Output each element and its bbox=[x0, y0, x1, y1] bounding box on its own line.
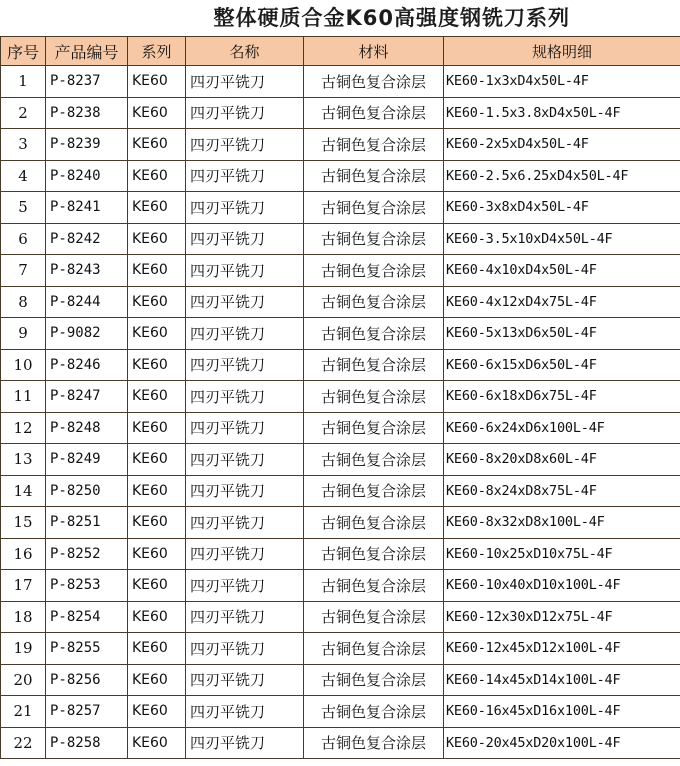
cell-spec: KE60-3.5x10xD4x50L-4F bbox=[444, 223, 680, 255]
cell-index: 3 bbox=[1, 129, 46, 161]
cell-spec: KE60-12x45xD12x100L-4F bbox=[444, 633, 680, 665]
cell-spec: KE60-6x24xD6x100L-4F bbox=[444, 412, 680, 444]
cell-series: KE60 bbox=[128, 696, 186, 728]
cell-product-code: P-9082 bbox=[46, 318, 128, 350]
cell-index: 2 bbox=[1, 97, 46, 129]
cell-material: 古铜色复合涂层 bbox=[304, 160, 444, 192]
cell-spec: KE60-4x10xD4x50L-4F bbox=[444, 255, 680, 287]
cell-series: KE60 bbox=[128, 475, 186, 507]
table-row bbox=[1, 507, 680, 539]
cell-product-code: P-8243 bbox=[46, 255, 128, 287]
col-header-name: 名称 bbox=[186, 37, 304, 66]
cell-name: 四刃平铣刀 bbox=[186, 507, 304, 539]
cell-index: 19 bbox=[1, 633, 46, 665]
cell-product-code: P-8240 bbox=[46, 160, 128, 192]
table-row bbox=[1, 66, 680, 98]
table-row bbox=[1, 570, 680, 602]
cell-product-code: P-8254 bbox=[46, 601, 128, 633]
cell-spec: KE60-6x18xD6x75L-4F bbox=[444, 381, 680, 413]
cell-name: 四刃平铣刀 bbox=[186, 66, 304, 98]
cell-material: 古铜色复合涂层 bbox=[304, 66, 444, 98]
cell-material: 古铜色复合涂层 bbox=[304, 696, 444, 728]
cell-series: KE60 bbox=[128, 538, 186, 570]
cell-series: KE60 bbox=[128, 601, 186, 633]
cell-spec: KE60-1.5x3.8xD4x50L-4F bbox=[444, 97, 680, 129]
cell-material: 古铜色复合涂层 bbox=[304, 664, 444, 696]
cell-index: 6 bbox=[1, 223, 46, 255]
cell-name: 四刃平铣刀 bbox=[186, 192, 304, 224]
cell-spec: KE60-8x32xD8x100L-4F bbox=[444, 507, 680, 539]
cell-material: 古铜色复合涂层 bbox=[304, 318, 444, 350]
cell-series: KE60 bbox=[128, 66, 186, 98]
cell-product-code: P-8244 bbox=[46, 286, 128, 318]
table-body bbox=[1, 66, 680, 759]
cell-spec: KE60-12x30xD12x75L-4F bbox=[444, 601, 680, 633]
product-table bbox=[0, 36, 680, 759]
cell-material: 古铜色复合涂层 bbox=[304, 444, 444, 476]
cell-name: 四刃平铣刀 bbox=[186, 318, 304, 350]
table-row bbox=[1, 223, 680, 255]
cell-product-code: P-8241 bbox=[46, 192, 128, 224]
cell-spec: KE60-8x24xD8x75L-4F bbox=[444, 475, 680, 507]
cell-series: KE60 bbox=[128, 633, 186, 665]
cell-series: KE60 bbox=[128, 381, 186, 413]
cell-material: 古铜色复合涂层 bbox=[304, 286, 444, 318]
table-row bbox=[1, 475, 680, 507]
cell-index: 12 bbox=[1, 412, 46, 444]
cell-material: 古铜色复合涂层 bbox=[304, 381, 444, 413]
table-row bbox=[1, 727, 680, 759]
cell-series: KE60 bbox=[128, 727, 186, 759]
cell-product-code: P-8258 bbox=[46, 727, 128, 759]
table-row bbox=[1, 538, 680, 570]
cell-name: 四刃平铣刀 bbox=[186, 381, 304, 413]
cell-series: KE60 bbox=[128, 255, 186, 287]
cell-product-code: P-8253 bbox=[46, 570, 128, 602]
cell-product-code: P-8249 bbox=[46, 444, 128, 476]
cell-index: 5 bbox=[1, 192, 46, 224]
cell-spec: KE60-10x25xD10x75L-4F bbox=[444, 538, 680, 570]
cell-index: 17 bbox=[1, 570, 46, 602]
cell-name: 四刃平铣刀 bbox=[186, 570, 304, 602]
cell-product-code: P-8252 bbox=[46, 538, 128, 570]
cell-index: 11 bbox=[1, 381, 46, 413]
cell-spec: KE60-8x20xD8x60L-4F bbox=[444, 444, 680, 476]
cell-product-code: P-8250 bbox=[46, 475, 128, 507]
cell-series: KE60 bbox=[128, 129, 186, 161]
cell-material: 古铜色复合涂层 bbox=[304, 223, 444, 255]
cell-product-code: P-8247 bbox=[46, 381, 128, 413]
cell-name: 四刃平铣刀 bbox=[186, 286, 304, 318]
cell-spec: KE60-20x45xD20x100L-4F bbox=[444, 727, 680, 759]
cell-series: KE60 bbox=[128, 507, 186, 539]
cell-series: KE60 bbox=[128, 160, 186, 192]
cell-spec: KE60-16x45xD16x100L-4F bbox=[444, 696, 680, 728]
table-header bbox=[1, 37, 680, 66]
cell-series: KE60 bbox=[128, 223, 186, 255]
cell-series: KE60 bbox=[128, 97, 186, 129]
cell-product-code: P-8256 bbox=[46, 664, 128, 696]
cell-spec: KE60-1x3xD4x50L-4F bbox=[444, 66, 680, 98]
cell-spec: KE60-3x8xD4x50L-4F bbox=[444, 192, 680, 224]
cell-series: KE60 bbox=[128, 286, 186, 318]
table-row bbox=[1, 255, 680, 287]
table-row bbox=[1, 286, 680, 318]
cell-series: KE60 bbox=[128, 664, 186, 696]
cell-series: KE60 bbox=[128, 412, 186, 444]
table-row bbox=[1, 444, 680, 476]
cell-index: 10 bbox=[1, 349, 46, 381]
col-header-index: 序号 bbox=[1, 37, 46, 66]
cell-index: 18 bbox=[1, 601, 46, 633]
cell-material: 古铜色复合涂层 bbox=[304, 412, 444, 444]
cell-product-code: P-8255 bbox=[46, 633, 128, 665]
cell-product-code: P-8237 bbox=[46, 66, 128, 98]
cell-index: 9 bbox=[1, 318, 46, 350]
table-row bbox=[1, 349, 680, 381]
cell-material: 古铜色复合涂层 bbox=[304, 255, 444, 287]
cell-name: 四刃平铣刀 bbox=[186, 696, 304, 728]
cell-index: 14 bbox=[1, 475, 46, 507]
cell-material: 古铜色复合涂层 bbox=[304, 507, 444, 539]
cell-index: 21 bbox=[1, 696, 46, 728]
table-row bbox=[1, 192, 680, 224]
cell-product-code: P-8246 bbox=[46, 349, 128, 381]
cell-material: 古铜色复合涂层 bbox=[304, 129, 444, 161]
cell-spec: KE60-2x5xD4x50L-4F bbox=[444, 129, 680, 161]
cell-index: 13 bbox=[1, 444, 46, 476]
cell-material: 古铜色复合涂层 bbox=[304, 633, 444, 665]
cell-product-code: P-8238 bbox=[46, 97, 128, 129]
cell-series: KE60 bbox=[128, 192, 186, 224]
page-title: 整体硬质合金K60高强度钢铣刀系列 bbox=[213, 6, 570, 30]
cell-name: 四刃平铣刀 bbox=[186, 727, 304, 759]
cell-name: 四刃平铣刀 bbox=[186, 223, 304, 255]
cell-index: 1 bbox=[1, 66, 46, 98]
cell-material: 古铜色复合涂层 bbox=[304, 349, 444, 381]
cell-index: 8 bbox=[1, 286, 46, 318]
cell-name: 四刃平铣刀 bbox=[186, 160, 304, 192]
table-row bbox=[1, 129, 680, 161]
cell-product-code: P-8257 bbox=[46, 696, 128, 728]
cell-name: 四刃平铣刀 bbox=[186, 349, 304, 381]
col-header-series: 系列 bbox=[128, 37, 186, 66]
cell-product-code: P-8242 bbox=[46, 223, 128, 255]
cell-name: 四刃平铣刀 bbox=[186, 633, 304, 665]
cell-series: KE60 bbox=[128, 444, 186, 476]
table-row bbox=[1, 97, 680, 129]
cell-spec: KE60-5x13xD6x50L-4F bbox=[444, 318, 680, 350]
cell-material: 古铜色复合涂层 bbox=[304, 601, 444, 633]
cell-name: 四刃平铣刀 bbox=[186, 255, 304, 287]
cell-material: 古铜色复合涂层 bbox=[304, 97, 444, 129]
cell-name: 四刃平铣刀 bbox=[186, 444, 304, 476]
table-row bbox=[1, 160, 680, 192]
cell-spec: KE60-2.5x6.25xD4x50L-4F bbox=[444, 160, 680, 192]
col-header-code: 产品编号 bbox=[46, 37, 128, 66]
cell-name: 四刃平铣刀 bbox=[186, 97, 304, 129]
header-row bbox=[1, 37, 680, 66]
cell-index: 15 bbox=[1, 507, 46, 539]
cell-material: 古铜色复合涂层 bbox=[304, 475, 444, 507]
cell-index: 20 bbox=[1, 664, 46, 696]
cell-name: 四刃平铣刀 bbox=[186, 475, 304, 507]
table-row bbox=[1, 633, 680, 665]
cell-name: 四刃平铣刀 bbox=[186, 129, 304, 161]
cell-spec: KE60-10x40xD10x100L-4F bbox=[444, 570, 680, 602]
cell-name: 四刃平铣刀 bbox=[186, 601, 304, 633]
cell-material: 古铜色复合涂层 bbox=[304, 192, 444, 224]
cell-spec: KE60-4x12xD4x75L-4F bbox=[444, 286, 680, 318]
cell-product-code: P-8239 bbox=[46, 129, 128, 161]
cell-material: 古铜色复合涂层 bbox=[304, 727, 444, 759]
cell-spec: KE60-6x15xD6x50L-4F bbox=[444, 349, 680, 381]
table-row bbox=[1, 412, 680, 444]
cell-index: 4 bbox=[1, 160, 46, 192]
cell-series: KE60 bbox=[128, 570, 186, 602]
table-row bbox=[1, 318, 680, 350]
cell-material: 古铜色复合涂层 bbox=[304, 538, 444, 570]
cell-spec: KE60-14x45xD14x100L-4F bbox=[444, 664, 680, 696]
cell-series: KE60 bbox=[128, 349, 186, 381]
cell-index: 16 bbox=[1, 538, 46, 570]
table-row bbox=[1, 601, 680, 633]
cell-index: 22 bbox=[1, 727, 46, 759]
col-header-material: 材料 bbox=[304, 37, 444, 66]
col-header-spec: 规格明细 bbox=[444, 37, 680, 66]
cell-name: 四刃平铣刀 bbox=[186, 538, 304, 570]
cell-name: 四刃平铣刀 bbox=[186, 412, 304, 444]
cell-name: 四刃平铣刀 bbox=[186, 664, 304, 696]
cell-series: KE60 bbox=[128, 318, 186, 350]
table-row bbox=[1, 381, 680, 413]
table-row bbox=[1, 664, 680, 696]
cell-index: 7 bbox=[1, 255, 46, 287]
cell-product-code: P-8251 bbox=[46, 507, 128, 539]
cell-material: 古铜色复合涂层 bbox=[304, 570, 444, 602]
cell-product-code: P-8248 bbox=[46, 412, 128, 444]
table-row bbox=[1, 696, 680, 728]
